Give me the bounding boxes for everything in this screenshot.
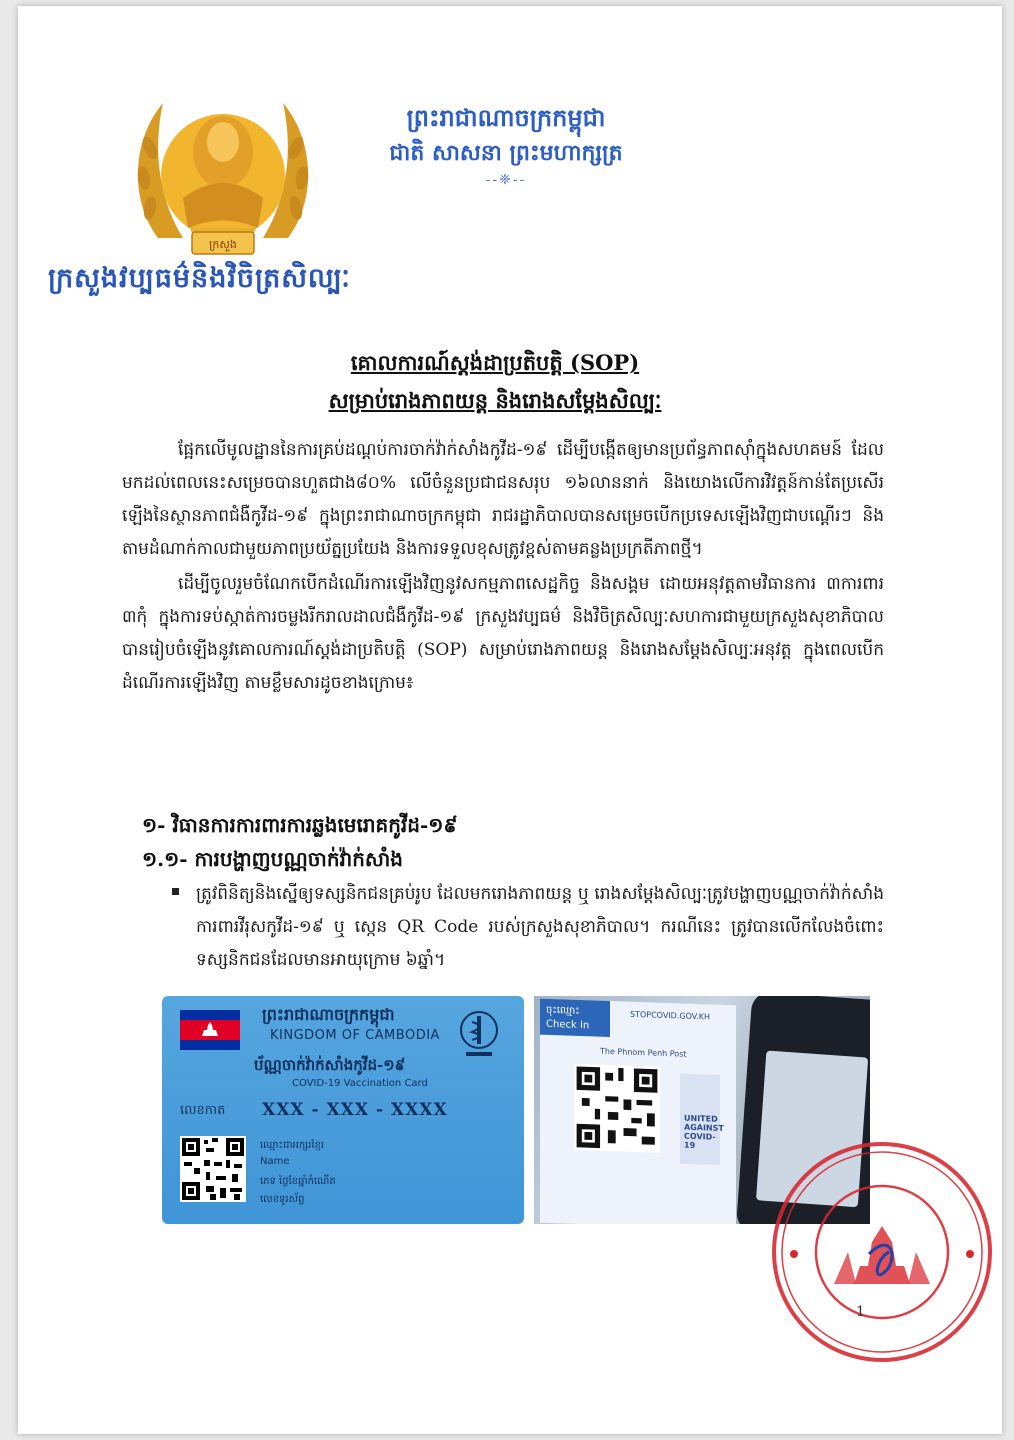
title-line-2: សម្រាប់រោងភាពយន្ត និងរោងសម្តែងសិល្បៈ [328, 388, 662, 413]
document-title [250, 344, 740, 420]
intro-body [122, 434, 884, 702]
card-title-en: COVID-19 Vaccination Card [292, 1078, 428, 1089]
motto-line: ជាតិ សាសនា ព្រះមហាក្សត្រ [389, 140, 623, 166]
paragraph-1: ផ្អែកលើមូលដ្ឋាននៃការគ្រប់ដណ្តប់ការចាក់វ៉ាក់សាំងកូវីដ-១៩ ដើម្បីបង្កើតឲ្យមានប្រព័ន្ធភាពស៊ាំក្នុងសហគមន៍ ដែលមកដល់ពេលនេះសម្រេចបានហួតជាង៨០% លើចំនួនប្រជាជនសរុប ១៦លាននាក់ និងយោងលើការវិវត្តន៍កាន់តែប្រសើរឡើងនៃស្ថានភាពជំងឺកូវីដ-១៩ ក្នុងព្រះរាជាណាចក្រកម្ពុជា រាជរដ្ឋាភិបាលបានសម្រេចបើកប្រទេសឡើងវិញជាបណ្តើរៗ និងតាមដំណាក់កាលជាមួយភាពប្រយ័ត្នប្រយែង និងការទទួលខុសត្រូវខ្ពស់តាមគន្លងប្រក្រតីភាពថ្មី។ [122, 440, 884, 559]
card-field-name-kh: ឈ្មោះជាអក្សរខ្មែរ [260, 1140, 325, 1151]
card-number: XXX - XXX - XXXX [262, 1100, 448, 1120]
checkin-label-kh: ចុះឈ្មោះ [546, 1004, 580, 1017]
card-kingdom-en: KINGDOM OF CAMBODIA [270, 1028, 440, 1043]
card-number-label: លេខកាត [180, 1103, 226, 1118]
poster-header [540, 999, 610, 1037]
official-seal-stamp [764, 1134, 1000, 1370]
vaccination-card-image [162, 996, 524, 1224]
poster-slogan: UNITED AGAINST COVID-19 [684, 1113, 724, 1150]
ornament-divider: --❈-- [485, 172, 527, 188]
qr-poster [540, 999, 736, 1224]
qr-code-icon [180, 1136, 246, 1202]
cambodia-flag-icon [180, 1010, 240, 1050]
checkin-label-en: Check In [546, 1018, 590, 1032]
poster-brand: STOPCOVID.GOV.KH [630, 1009, 710, 1022]
svg-text:ក្រសួង: ក្រសួង [209, 238, 237, 251]
card-field-phone: លេខទូរស័ព្ទ [260, 1194, 305, 1205]
kingdom-header [346, 100, 666, 190]
bullet-icon [172, 888, 179, 895]
section-heading-1-1: ១.១- ការបង្ហាញបណ្ណចាក់វ៉ាក់សាំង [142, 847, 403, 871]
paragraph-2: ដើម្បីចូលរួមចំណែកបើកដំណើរការឡើងវិញនូវសកម្មភាពសេដ្ឋកិច្ច និងសង្គម ដោយអនុវត្តតាមវិធានការ ៣ការពារ ៣កុំ ក្នុងការទប់ស្កាត់ការចម្លងរីករាលដាលជំងឺកូវីដ-១៩ ក្រសួងវប្បធម៌ និងវិចិត្រសិល្បៈសហការជាមួយក្រសួងសុខាភិបាល បានរៀបចំឡើងនូវគោលការណ៍ស្តង់ដាប្រតិបត្តិ (SOP) សម្រាប់រោងភាពយន្ត និងរោងសម្តែងសិល្បៈអនុវត្ត ក្នុងពេលបើកដំណើរការឡើងវិញ តាមខ្លឹមសារដូចខាងក្រោម៖ [122, 574, 884, 693]
card-title-kh: ប័ណ្ណចាក់វ៉ាក់សាំងកូវីដ-១៩ [254, 1056, 406, 1074]
ministry-emblem-icon [128, 88, 318, 268]
card-field-dob: ភេទ ថ្ងៃខែឆ្នាំកំណើត [260, 1176, 336, 1187]
bullet-item [168, 878, 884, 977]
page-number: 1 [856, 1304, 865, 1320]
qr-code-icon [574, 1064, 660, 1153]
poster-site: The Phnom Penh Post [600, 1046, 687, 1059]
card-field-name: Name [260, 1156, 290, 1167]
card-kingdom-kh: ព្រះរាជាណាចក្រកម្ពុជា [262, 1005, 395, 1024]
ministry-name: ក្រសួងវប្បធម៌និងវិចិត្រសិល្បៈ [48, 263, 351, 294]
bullet-text: ត្រូវពិនិត្យនិងស្នើឲ្យទស្សនិកជនគ្រប់រូប ដែលមករោងភាពយន្ត ឬ រោងសម្តែងសិល្បៈត្រូវបង្ហាញបណ្ណចាក់វ៉ាក់សាំងការពារវីរុសកូវីដ-១៩ ឬ ស្កេន QR Code របស់ក្រសួងសុខាភិបាល។ ករណីនេះ ត្រូវបានលើកលែងចំពោះទស្សនិកជនដែលមានអាយុក្រោម ៦ឆ្នាំ។ [196, 884, 884, 970]
section-heading-1: ១- វិធានការការពារការឆ្លងមេរោគកូវីដ-១៩ [142, 813, 458, 837]
health-ministry-logo-icon [458, 1008, 500, 1060]
poster-side-panel [680, 1073, 724, 1164]
kingdom-line: ព្រះរាជាណាចក្រកម្ពុជា [406, 103, 606, 132]
title-line-1: គោលការណ៍ស្តង់ដាប្រតិបត្តិ (SOP) [350, 350, 640, 375]
